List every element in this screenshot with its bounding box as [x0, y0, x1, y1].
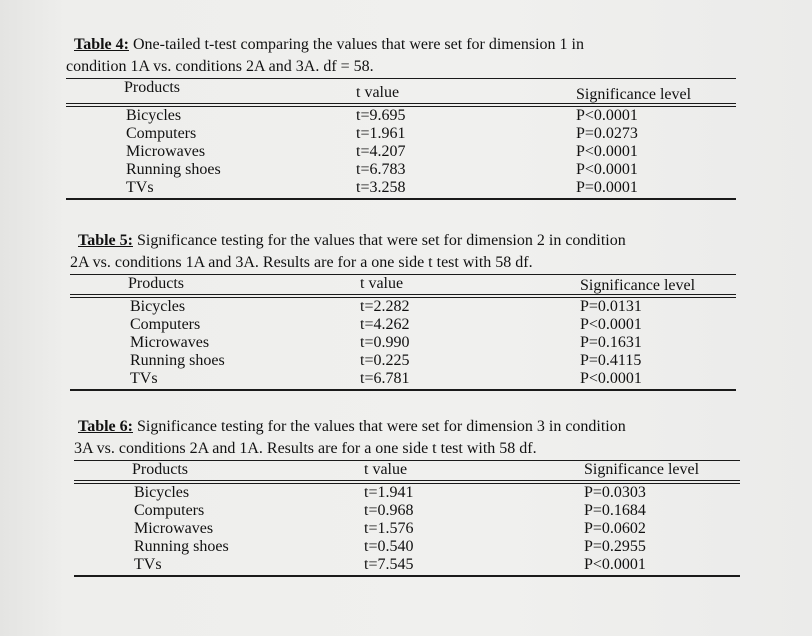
table-row	[74, 556, 740, 574]
cell-t-value: t=0.225	[360, 352, 410, 369]
header-t-value: t value	[364, 461, 408, 478]
header-t-value: t value	[360, 275, 404, 292]
caption-line-1: Significance testing for the values that were set for dimension 3 in condition	[136, 418, 626, 435]
header-significance: Significance level	[584, 461, 700, 478]
table-row	[70, 352, 736, 370]
bottom-rule	[70, 389, 736, 391]
cell-product: Bicycles	[126, 107, 182, 124]
table-header	[66, 79, 736, 103]
cell-t-value: t=2.282	[360, 298, 410, 315]
cell-significance: P<0.0001	[580, 316, 642, 333]
caption-line-2: 2A vs. conditions 1A and 3A. Results are for a one side t test with 58 df.	[70, 254, 533, 271]
cell-significance: P=0.1631	[580, 334, 642, 351]
table-body	[70, 298, 736, 388]
cell-significance: P=0.0273	[576, 125, 638, 142]
cell-significance: P=0.0602	[584, 520, 646, 537]
table-row	[66, 125, 736, 143]
bottom-rule	[66, 198, 736, 200]
header-significance: Significance level	[576, 86, 692, 103]
cell-t-value: t=3.258	[356, 179, 406, 196]
cell-product: TVs	[126, 179, 154, 196]
table-row	[70, 298, 736, 316]
table-header	[70, 275, 736, 293]
cell-significance: P=0.0303	[584, 484, 646, 501]
cell-significance: P=0.0131	[580, 298, 642, 315]
header-t-value: t value	[356, 84, 400, 101]
caption-line-1: Significance testing for the values that were set for dimension 2 in condition	[136, 232, 626, 249]
cell-significance: P=0.4115	[580, 352, 642, 369]
header-products: Products	[128, 275, 184, 292]
cell-significance: P=0.1684	[584, 502, 646, 519]
caption-line-2: 3A vs. conditions 2A and 1A. Results are for a one side t test with 58 df.	[74, 440, 537, 457]
cell-product: Computers	[130, 316, 201, 333]
table-label: Table 6:	[78, 418, 133, 435]
table-row	[66, 107, 736, 125]
table-row	[70, 316, 736, 334]
cell-product: Running shoes	[130, 352, 225, 369]
cell-product: Microwaves	[130, 334, 210, 351]
header-products: Products	[132, 461, 188, 478]
bottom-rule	[74, 575, 740, 577]
table-6	[74, 416, 740, 577]
cell-t-value: t=0.540	[364, 538, 414, 555]
table-row	[74, 502, 740, 520]
table-row	[66, 179, 736, 197]
cell-significance: P<0.0001	[576, 107, 638, 124]
cell-significance: P<0.0001	[576, 161, 638, 178]
cell-t-value: t=4.262	[360, 316, 410, 333]
table-row	[66, 161, 736, 179]
table-label: Table 4:	[74, 36, 129, 53]
table-caption	[70, 230, 736, 274]
cell-significance: P=0.0001	[576, 179, 638, 196]
table-row	[66, 143, 736, 161]
table-row	[70, 334, 736, 352]
table-caption	[74, 416, 740, 460]
cell-t-value: t=0.990	[360, 334, 410, 351]
caption-line-1: One-tailed t-test comparing the values that were set for dimension 1 in	[132, 36, 584, 53]
table-label: Table 5:	[78, 232, 133, 249]
cell-significance: P<0.0001	[580, 370, 642, 387]
cell-t-value: t=0.968	[364, 502, 414, 519]
table-caption	[66, 34, 736, 78]
table-4	[66, 34, 736, 200]
cell-product: Bicycles	[134, 484, 190, 501]
cell-t-value: t=1.941	[364, 484, 414, 501]
header-products: Products	[124, 79, 180, 96]
table-row	[74, 484, 740, 502]
cell-t-value: t=1.961	[356, 125, 406, 142]
table-5	[70, 230, 736, 391]
table-row	[74, 520, 740, 538]
cell-t-value: t=6.781	[360, 370, 410, 387]
cell-product: Microwaves	[126, 143, 206, 160]
table-row	[74, 538, 740, 556]
cell-product: TVs	[130, 370, 158, 387]
cell-product: Computers	[126, 125, 197, 142]
cell-product: Computers	[134, 502, 205, 519]
cell-t-value: t=9.695	[356, 107, 406, 124]
cell-product: Running shoes	[134, 538, 229, 555]
cell-t-value: t=4.207	[356, 143, 406, 160]
cell-product: Microwaves	[134, 520, 214, 537]
cell-product: TVs	[134, 556, 162, 573]
caption-line-2: condition 1A vs. conditions 2A and 3A. df = 58.	[66, 58, 374, 75]
cell-significance: P<0.0001	[584, 556, 646, 573]
cell-product: Running shoes	[126, 161, 221, 178]
table-body	[74, 484, 740, 574]
cell-significance: P<0.0001	[576, 143, 638, 160]
cell-t-value: t=7.545	[364, 556, 414, 573]
table-body	[66, 107, 736, 197]
cell-t-value: t=6.783	[356, 161, 406, 178]
cell-significance: P=0.2955	[584, 538, 646, 555]
cell-product: Bicycles	[130, 298, 186, 315]
header-significance: Significance level	[580, 277, 696, 294]
table-row	[70, 370, 736, 388]
cell-t-value: t=1.576	[364, 520, 414, 537]
table-header	[74, 461, 740, 479]
